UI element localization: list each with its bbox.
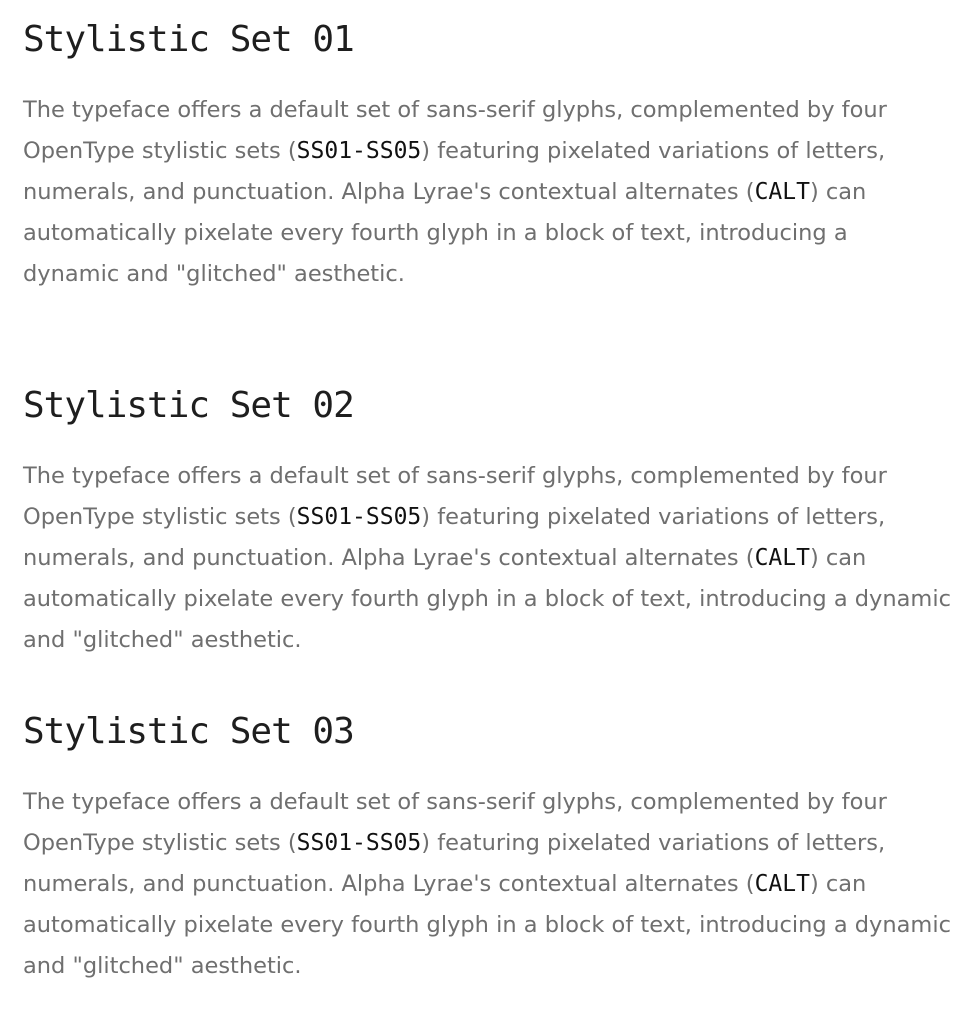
paragraph-text: The typeface offers a default set of sans-serif glyphs, complemented by four OpenType stylistic sets ( [23,463,887,530]
paragraph-text: ) featuring pixelated variations of letters, numerals, and punctuation. Alpha Lyrae's contextual alternates ( [23,830,886,897]
paragraph-text: ) featuring pixelated variations of letters, numerals, and punctuation. Alpha Lyrae's contextual alternates ( [23,138,886,205]
code-tag-ss01-ss05: SS01-SS05 [296,830,422,856]
section-paragraph [23,782,953,987]
section-paragraph [23,90,933,295]
stylistic-set-02-section [23,380,953,706]
paragraph-text: ) can automatically pixelate every fourth glyph in a block of text, introducing a dynamic and "glitched" aesthetic. [23,871,951,979]
paragraph-text: The typeface offers a default set of sans-serif glyphs, complemented by four OpenType stylistic sets ( [23,97,887,164]
stylistic-set-03-section [23,706,953,1006]
document-page [23,14,953,1006]
section-heading: Stylistic Set 01 [23,19,354,60]
section-heading: Stylistic Set 03 [23,711,354,752]
paragraph-text: ) can automatically pixelate every fourth glyph in a block of text, introducing a dynamic and "glitched" aesthetic. [23,545,951,653]
paragraph-text: ) can automatically pixelate every fourth glyph in a block of text, introducing a dynamic and "glitched" aesthetic. [23,179,867,287]
section-heading: Stylistic Set 02 [23,385,354,426]
section-paragraph [23,456,953,661]
code-tag-ss01-ss05: SS01-SS05 [296,138,422,164]
paragraph-text: The typeface offers a default set of sans-serif glyphs, complemented by four OpenType stylistic sets ( [23,789,887,856]
code-tag-calt: CALT [754,871,810,897]
code-tag-calt: CALT [754,179,810,205]
code-tag-ss01-ss05: SS01-SS05 [296,504,422,530]
paragraph-text: ) featuring pixelated variations of letters, numerals, and punctuation. Alpha Lyrae's contextual alternates ( [23,504,886,571]
code-tag-calt: CALT [754,545,810,571]
stylistic-set-01-section [23,14,953,380]
